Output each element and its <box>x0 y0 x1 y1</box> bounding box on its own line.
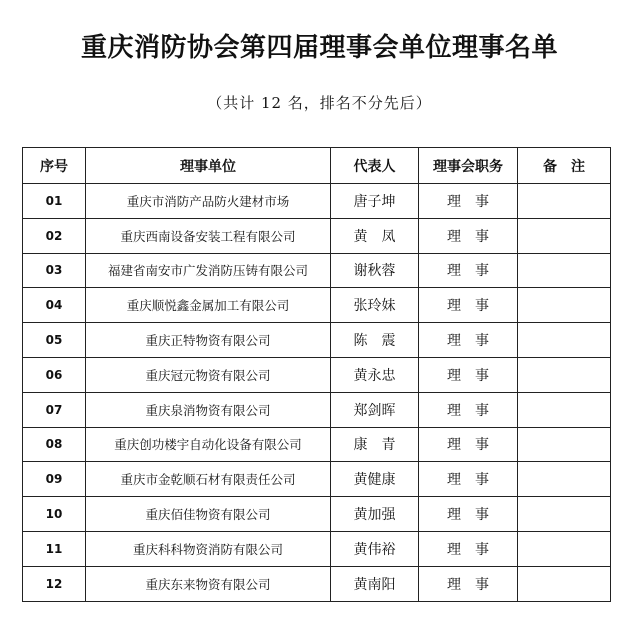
table-row <box>23 253 611 288</box>
table-row <box>23 462 611 497</box>
cell-representative: 黄加强 <box>331 497 419 532</box>
cell-remark <box>518 462 611 497</box>
cell-unit: 重庆西南设备安装工程有限公司 <box>86 218 331 253</box>
cell-remark <box>518 566 611 601</box>
table-row <box>23 566 611 601</box>
cell-representative: 黄 凤 <box>331 218 419 253</box>
cell-representative: 陈 震 <box>331 323 419 358</box>
document-title: 重庆消防协会第四届理事会单位理事名单 <box>80 33 558 63</box>
cell-representative: 郑剑晖 <box>331 392 419 427</box>
cell-position: 理 事 <box>419 253 518 288</box>
header-position: 理事会职务 <box>419 148 518 184</box>
cell-representative: 唐子坤 <box>331 184 419 219</box>
cell-representative: 黄南阳 <box>331 566 419 601</box>
cell-unit: 重庆创功楼宇自动化设备有限公司 <box>86 427 331 462</box>
cell-unit: 重庆科科物资消防有限公司 <box>86 531 331 566</box>
council-roster-table <box>22 147 611 602</box>
cell-unit: 重庆正特物资有限公司 <box>86 323 331 358</box>
cell-no: 04 <box>23 288 86 323</box>
header-representative: 代表人 <box>331 148 419 184</box>
cell-position: 理 事 <box>419 184 518 219</box>
cell-no: 12 <box>23 566 86 601</box>
cell-no: 06 <box>23 357 86 392</box>
cell-remark <box>518 218 611 253</box>
table-row <box>23 497 611 532</box>
cell-remark <box>518 427 611 462</box>
cell-representative: 谢秋蓉 <box>331 253 419 288</box>
cell-position: 理 事 <box>419 427 518 462</box>
cell-remark <box>518 288 611 323</box>
cell-no: 10 <box>23 497 86 532</box>
cell-representative: 康 青 <box>331 427 419 462</box>
cell-remark <box>518 357 611 392</box>
cell-unit: 福建省南安市广发消防压铸有限公司 <box>86 253 331 288</box>
cell-unit: 重庆冠元物资有限公司 <box>86 357 331 392</box>
table-row <box>23 184 611 219</box>
cell-remark <box>518 184 611 219</box>
cell-representative: 黄伟裕 <box>331 531 419 566</box>
table-header-row <box>23 148 611 184</box>
cell-representative: 黄健康 <box>331 462 419 497</box>
table-row <box>23 323 611 358</box>
cell-no: 09 <box>23 462 86 497</box>
cell-position: 理 事 <box>419 323 518 358</box>
cell-position: 理 事 <box>419 497 518 532</box>
cell-unit: 重庆市金乾顺石材有限责任公司 <box>86 462 331 497</box>
cell-remark <box>518 531 611 566</box>
cell-no: 07 <box>23 392 86 427</box>
cell-no: 05 <box>23 323 86 358</box>
cell-position: 理 事 <box>419 462 518 497</box>
cell-representative: 张玲妹 <box>331 288 419 323</box>
cell-no: 03 <box>23 253 86 288</box>
header-unit: 理事单位 <box>86 148 331 184</box>
table-row <box>23 392 611 427</box>
cell-no: 01 <box>23 184 86 219</box>
header-no: 序号 <box>23 148 86 184</box>
cell-unit: 重庆市消防产品防火建材市场 <box>86 184 331 219</box>
cell-no: 08 <box>23 427 86 462</box>
cell-remark <box>518 497 611 532</box>
header-remark: 备 注 <box>518 148 611 184</box>
cell-position: 理 事 <box>419 218 518 253</box>
cell-remark <box>518 392 611 427</box>
cell-position: 理 事 <box>419 566 518 601</box>
cell-position: 理 事 <box>419 392 518 427</box>
cell-position: 理 事 <box>419 288 518 323</box>
table-row <box>23 427 611 462</box>
table-row <box>23 357 611 392</box>
cell-no: 02 <box>23 218 86 253</box>
cell-unit: 重庆顺悦鑫金属加工有限公司 <box>86 288 331 323</box>
cell-position: 理 事 <box>419 531 518 566</box>
cell-remark <box>518 323 611 358</box>
cell-unit: 重庆东来物资有限公司 <box>86 566 331 601</box>
table-row <box>23 218 611 253</box>
cell-unit: 重庆佰佳物资有限公司 <box>86 497 331 532</box>
cell-unit: 重庆泉消物资有限公司 <box>86 392 331 427</box>
table-body <box>23 184 611 602</box>
table-row <box>23 288 611 323</box>
table-row <box>23 531 611 566</box>
document-subtitle: （共计 12 名，排名不分先后） <box>207 94 432 112</box>
cell-position: 理 事 <box>419 357 518 392</box>
cell-remark <box>518 253 611 288</box>
cell-representative: 黄永忠 <box>331 357 419 392</box>
cell-no: 11 <box>23 531 86 566</box>
